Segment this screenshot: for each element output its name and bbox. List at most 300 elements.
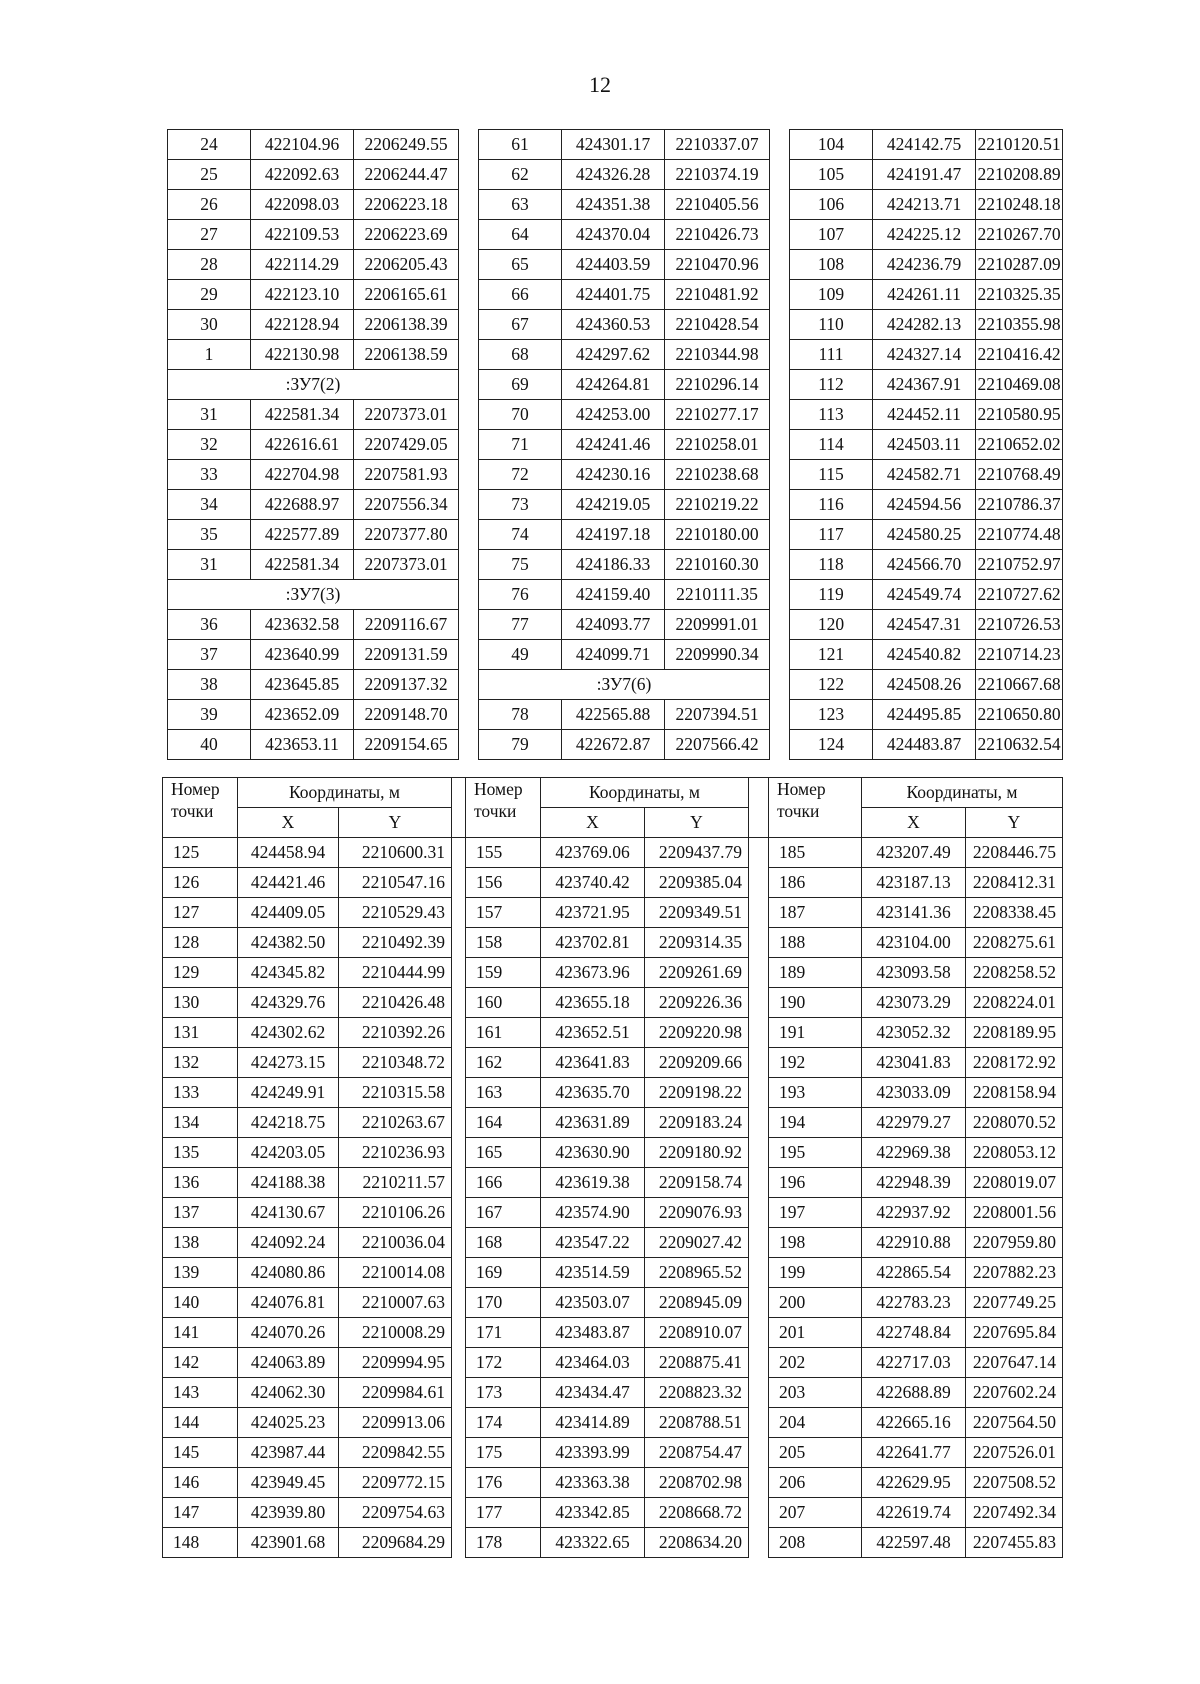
y-coordinate: 2210580.95 [976,400,1063,430]
y-coordinate: 2209220.98 [645,1018,749,1048]
y-coordinate: 2208945.09 [645,1288,749,1318]
y-coordinate: 2210774.48 [976,520,1063,550]
x-coordinate: 424458.94 [238,838,339,868]
y-coordinate: 2209984.61 [339,1378,452,1408]
y-coordinate: 2206223.69 [354,220,459,250]
y-coordinate: 2206223.18 [354,190,459,220]
table-row [163,1078,1063,1108]
y-coordinate: 2209314.35 [645,928,749,958]
x-coordinate: 424540.82 [873,640,976,670]
point-number: 139 [163,1258,238,1288]
column-gap [452,838,466,868]
column-gap [459,130,479,160]
point-number: 131 [163,1018,238,1048]
y-coordinate: 2210106.26 [339,1198,452,1228]
y-coordinate: 2207581.93 [354,460,459,490]
header-row-1 [163,778,1063,808]
column-gap [459,490,479,520]
x-coordinate: 423901.68 [238,1528,339,1558]
x-coordinate: 423322.65 [541,1528,645,1558]
column-gap [749,1438,769,1468]
x-coordinate: 423052.32 [862,1018,966,1048]
column-gap [459,310,479,340]
point-number: 61 [479,130,562,160]
x-coordinate: 422114.29 [251,250,354,280]
y-coordinate: 2210392.26 [339,1018,452,1048]
header-point-2 [466,778,541,838]
point-number: 73 [479,490,562,520]
x-coordinate: 424130.67 [238,1198,339,1228]
x-coordinate: 423640.99 [251,640,354,670]
point-number: 200 [769,1288,862,1318]
point-number: 67 [479,310,562,340]
x-coordinate: 423652.09 [251,700,354,730]
column-gap [749,898,769,928]
x-coordinate: 424421.46 [238,868,339,898]
y-coordinate: 2210492.39 [339,928,452,958]
y-coordinate: 2208875.41 [645,1348,749,1378]
table-row [163,1318,1063,1348]
point-number: 116 [790,490,873,520]
table-row [163,1528,1063,1558]
point-number: 79 [479,730,562,760]
point-number: 126 [163,868,238,898]
x-coordinate: 423653.11 [251,730,354,760]
header-point-1 [163,778,238,838]
column-gap [749,1498,769,1528]
column-gap [452,1108,466,1138]
y-coordinate: 2210258.01 [665,430,770,460]
column-gap [452,1168,466,1198]
y-coordinate: 2207959.80 [966,1228,1063,1258]
y-coordinate: 2210768.49 [976,460,1063,490]
y-coordinate: 2210481.92 [665,280,770,310]
y-coordinate: 2210296.14 [665,370,770,400]
column-gap [452,1378,466,1408]
y-coordinate: 2210277.17 [665,400,770,430]
x-coordinate: 423702.81 [541,928,645,958]
y-coordinate: 2210014.08 [339,1258,452,1288]
column-gap [770,160,790,190]
table-row [163,1138,1063,1168]
column-gap [459,400,479,430]
y-coordinate: 2206138.39 [354,310,459,340]
x-coordinate: 424370.04 [562,220,665,250]
x-coordinate: 423939.80 [238,1498,339,1528]
column-gap [452,928,466,958]
point-number: 135 [163,1138,238,1168]
point-number: 109 [790,280,873,310]
column-gap [452,778,466,838]
y-coordinate: 2210727.62 [976,580,1063,610]
column-gap [770,130,790,160]
column-gap [452,1318,466,1348]
table-row [163,1288,1063,1318]
column-gap [770,370,790,400]
y-coordinate: 2208070.52 [966,1108,1063,1138]
x-coordinate: 423073.29 [862,988,966,1018]
point-number: 197 [769,1198,862,1228]
point-number: 145 [163,1438,238,1468]
point-number: 34 [168,490,251,520]
x-coordinate: 422688.97 [251,490,354,520]
point-number: 161 [466,1018,541,1048]
point-number: 77 [479,610,562,640]
column-gap [770,700,790,730]
y-coordinate: 2207373.01 [354,400,459,430]
y-coordinate: 2209183.24 [645,1108,749,1138]
point-number: 127 [163,898,238,928]
y-coordinate: 2209842.55 [339,1438,452,1468]
x-coordinate: 423987.44 [238,1438,339,1468]
y-coordinate: 2210008.29 [339,1318,452,1348]
point-number: 121 [790,640,873,670]
y-coordinate: 2210263.67 [339,1108,452,1138]
table-row [168,730,1063,760]
point-number: 147 [163,1498,238,1528]
column-gap [459,730,479,760]
point-number: 111 [790,340,873,370]
y-coordinate: 2208224.01 [966,988,1063,1018]
column-gap [452,1348,466,1378]
x-coordinate: 422577.89 [251,520,354,550]
column-gap [459,460,479,490]
y-coordinate: 2208754.47 [645,1438,749,1468]
point-number: 177 [466,1498,541,1528]
x-coordinate: 424549.74 [873,580,976,610]
x-coordinate: 423645.85 [251,670,354,700]
point-number: 32 [168,430,251,460]
x-coordinate: 422619.74 [862,1498,966,1528]
point-number: 155 [466,838,541,868]
y-coordinate: 2210714.23 [976,640,1063,670]
y-coordinate: 2207566.42 [665,730,770,760]
x-coordinate: 424063.89 [238,1348,339,1378]
y-coordinate: 2210374.19 [665,160,770,190]
x-coordinate: 422098.03 [251,190,354,220]
point-number: 29 [168,280,251,310]
y-coordinate: 2209148.70 [354,700,459,730]
y-coordinate: 2209913.06 [339,1408,452,1438]
section-label: :ЗУ7(3) [168,580,459,610]
x-coordinate: 422581.34 [251,550,354,580]
point-number: 105 [790,160,873,190]
y-coordinate: 2206244.47 [354,160,459,190]
x-coordinate: 424360.53 [562,310,665,340]
table-row [163,1048,1063,1078]
x-coordinate: 424508.26 [873,670,976,700]
x-coordinate: 424219.05 [562,490,665,520]
column-gap [459,280,479,310]
point-number: 40 [168,730,251,760]
point-number: 173 [466,1378,541,1408]
column-gap [770,220,790,250]
column-gap [459,550,479,580]
point-number: 132 [163,1048,238,1078]
y-coordinate: 2206165.61 [354,280,459,310]
point-number: 134 [163,1108,238,1138]
y-coordinate: 2210180.00 [665,520,770,550]
x-coordinate: 423635.70 [541,1078,645,1108]
x-coordinate: 423673.96 [541,958,645,988]
x-coordinate: 423104.00 [862,928,966,958]
point-number: 194 [769,1108,862,1138]
x-coordinate: 423483.87 [541,1318,645,1348]
point-number: 117 [790,520,873,550]
point-number: 157 [466,898,541,928]
column-gap [770,550,790,580]
point-number: 69 [479,370,562,400]
point-number: 122 [790,670,873,700]
x-coordinate: 423503.07 [541,1288,645,1318]
column-gap [452,1468,466,1498]
header-x-1: X [238,808,339,838]
y-coordinate: 2210111.35 [665,580,770,610]
column-gap [459,640,479,670]
point-number: 33 [168,460,251,490]
x-coordinate: 424367.91 [873,370,976,400]
point-number: 148 [163,1528,238,1558]
y-coordinate: 2210405.56 [665,190,770,220]
point-number: 104 [790,130,873,160]
table-row [163,1198,1063,1228]
y-coordinate: 2209990.34 [665,640,770,670]
x-coordinate: 424025.23 [238,1408,339,1438]
column-gap [770,610,790,640]
point-number: 168 [466,1228,541,1258]
y-coordinate: 2207556.34 [354,490,459,520]
section-label: :ЗУ7(6) [479,670,770,700]
y-coordinate: 2210287.09 [976,250,1063,280]
header-x-2: X [541,808,645,838]
column-gap [749,838,769,868]
x-coordinate: 424282.13 [873,310,976,340]
y-coordinate: 2210470.96 [665,250,770,280]
y-coordinate: 2207394.51 [665,700,770,730]
y-coordinate: 2210344.98 [665,340,770,370]
x-coordinate: 424326.28 [562,160,665,190]
point-number: 106 [790,190,873,220]
column-gap [749,1078,769,1108]
x-coordinate: 422717.03 [862,1348,966,1378]
y-coordinate: 2210325.35 [976,280,1063,310]
point-number: 174 [466,1408,541,1438]
table-row [168,340,1063,370]
y-coordinate: 2210632.54 [976,730,1063,760]
y-coordinate: 2210267.70 [976,220,1063,250]
point-number: 25 [168,160,251,190]
x-coordinate: 424297.62 [562,340,665,370]
column-gap [452,868,466,898]
y-coordinate: 2207564.50 [966,1408,1063,1438]
y-coordinate: 2210428.54 [665,310,770,340]
point-number: 178 [466,1528,541,1558]
point-number: 160 [466,988,541,1018]
x-coordinate: 424566.70 [873,550,976,580]
y-coordinate: 2210600.31 [339,838,452,868]
header-y-2: Y [645,808,749,838]
x-coordinate: 424159.40 [562,580,665,610]
column-gap [459,430,479,460]
point-number: 75 [479,550,562,580]
column-gap [749,1108,769,1138]
x-coordinate: 422109.53 [251,220,354,250]
point-number: 169 [466,1258,541,1288]
column-gap [749,1468,769,1498]
y-coordinate: 2210426.73 [665,220,770,250]
y-coordinate: 2206205.43 [354,250,459,280]
y-coordinate: 2208158.94 [966,1078,1063,1108]
point-number: 186 [769,868,862,898]
point-number: 108 [790,250,873,280]
x-coordinate: 424452.11 [873,400,976,430]
x-coordinate: 423041.83 [862,1048,966,1078]
point-number: 202 [769,1348,862,1378]
point-number: 27 [168,220,251,250]
header-point-label-2: точки [171,801,214,821]
point-number: 156 [466,868,541,898]
x-coordinate: 424099.71 [562,640,665,670]
y-coordinate: 2208189.95 [966,1018,1063,1048]
point-number: 159 [466,958,541,988]
point-number: 162 [466,1048,541,1078]
table-row [163,898,1063,928]
y-coordinate: 2207695.84 [966,1318,1063,1348]
header-coords-3: Координаты, м [862,778,1063,808]
column-gap [770,670,790,700]
column-gap [749,1198,769,1228]
column-gap [770,400,790,430]
column-gap [770,490,790,520]
table-row [163,1408,1063,1438]
y-coordinate: 2208412.31 [966,868,1063,898]
table-row [168,670,1063,700]
x-coordinate: 424197.18 [562,520,665,550]
point-number: 203 [769,1378,862,1408]
point-number: 188 [769,928,862,958]
y-coordinate: 2207492.34 [966,1498,1063,1528]
x-coordinate: 424582.71 [873,460,976,490]
point-number: 140 [163,1288,238,1318]
x-coordinate: 422128.94 [251,310,354,340]
point-number: 31 [168,550,251,580]
y-coordinate: 2210786.37 [976,490,1063,520]
point-number: 110 [790,310,873,340]
x-coordinate: 422748.84 [862,1318,966,1348]
column-gap [749,1408,769,1438]
x-coordinate: 422130.98 [251,340,354,370]
point-number: 70 [479,400,562,430]
y-coordinate: 2210726.53 [976,610,1063,640]
column-gap [459,250,479,280]
y-coordinate: 2209180.92 [645,1138,749,1168]
x-coordinate: 423363.38 [541,1468,645,1498]
x-coordinate: 424264.81 [562,370,665,400]
x-coordinate: 422641.77 [862,1438,966,1468]
column-gap [459,670,479,700]
point-number: 201 [769,1318,862,1348]
column-gap [749,928,769,958]
y-coordinate: 2209684.29 [339,1528,452,1558]
y-coordinate: 2209991.01 [665,610,770,640]
y-coordinate: 2208053.12 [966,1138,1063,1168]
header-x-3: X [862,808,966,838]
table-row [168,490,1063,520]
column-gap [452,958,466,988]
point-number: 172 [466,1348,541,1378]
point-number: 198 [769,1228,862,1258]
column-gap [770,580,790,610]
point-number: 193 [769,1078,862,1108]
column-gap [452,1288,466,1318]
x-coordinate: 423207.49 [862,838,966,868]
x-coordinate: 423641.83 [541,1048,645,1078]
x-coordinate: 423574.90 [541,1198,645,1228]
table-row [163,1348,1063,1378]
table-row [163,1378,1063,1408]
point-number: 185 [769,838,862,868]
x-coordinate: 422616.61 [251,430,354,460]
y-coordinate: 2210315.58 [339,1078,452,1108]
point-number: 129 [163,958,238,988]
x-coordinate: 423949.45 [238,1468,339,1498]
y-coordinate: 2209772.15 [339,1468,452,1498]
x-coordinate: 424495.85 [873,700,976,730]
y-coordinate: 2210160.30 [665,550,770,580]
y-coordinate: 2210236.93 [339,1138,452,1168]
x-coordinate: 424092.24 [238,1228,339,1258]
page-number: 12 [589,72,611,97]
y-coordinate: 2210426.48 [339,988,452,1018]
header-y-1: Y [339,808,452,838]
column-gap [452,1048,466,1078]
point-number: 191 [769,1018,862,1048]
x-coordinate: 422629.95 [862,1468,966,1498]
y-coordinate: 2210337.07 [665,130,770,160]
y-coordinate: 2210348.72 [339,1048,452,1078]
column-gap [770,520,790,550]
x-coordinate: 424076.81 [238,1288,339,1318]
point-number: 63 [479,190,562,220]
column-gap [459,610,479,640]
point-number: 112 [790,370,873,400]
x-coordinate: 422581.34 [251,400,354,430]
x-coordinate: 423434.47 [541,1378,645,1408]
x-coordinate: 422948.39 [862,1168,966,1198]
column-gap [770,430,790,460]
x-coordinate: 424345.82 [238,958,339,988]
point-number: 49 [479,640,562,670]
column-gap [770,310,790,340]
y-coordinate: 2210667.68 [976,670,1063,700]
point-number: 165 [466,1138,541,1168]
table-row [168,280,1063,310]
x-coordinate: 422597.48 [862,1528,966,1558]
point-number: 146 [163,1468,238,1498]
section-label: :ЗУ7(2) [168,370,459,400]
column-gap [770,280,790,310]
x-coordinate: 424580.25 [873,520,976,550]
y-coordinate: 2209437.79 [645,838,749,868]
column-gap [749,1318,769,1348]
column-gap [749,1528,769,1558]
point-number: 195 [769,1138,862,1168]
x-coordinate: 423093.58 [862,958,966,988]
x-coordinate: 424409.05 [238,898,339,928]
column-gap [452,1138,466,1168]
x-coordinate: 424191.47 [873,160,976,190]
column-gap [749,778,769,838]
